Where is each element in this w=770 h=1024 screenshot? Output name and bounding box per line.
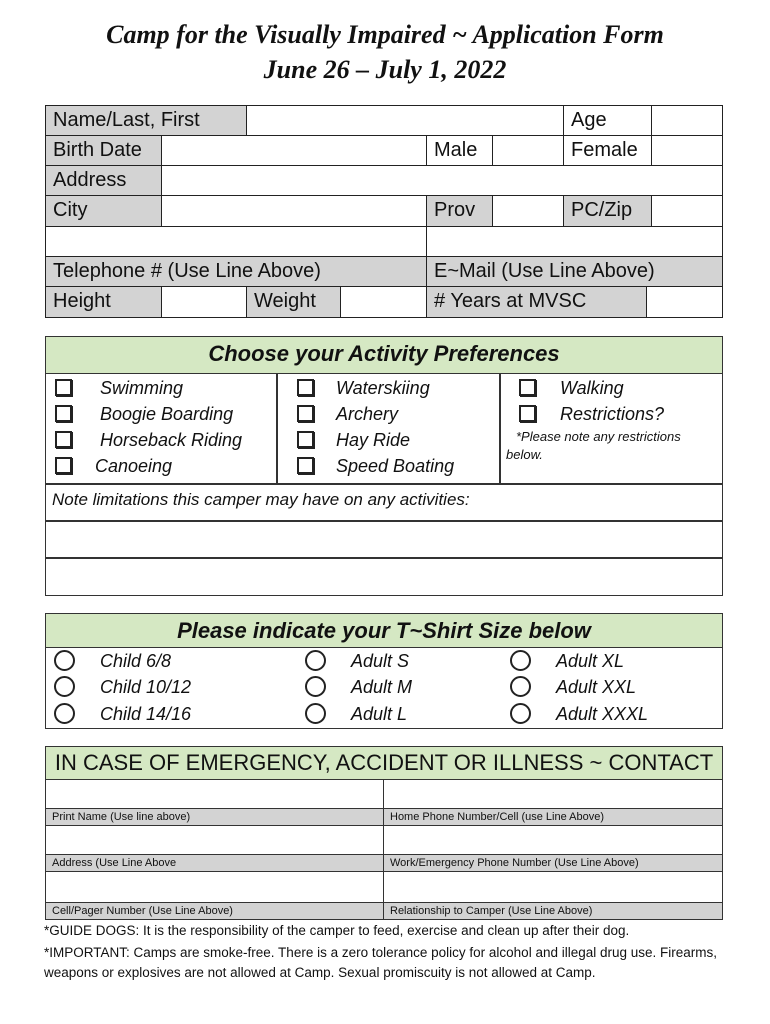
archery-checkbox[interactable] [297,405,314,422]
adult-xl-label: Adult XL [556,651,625,671]
swimming-label: Swimming [100,378,184,398]
child-10-12-label: Child 10/12 [100,677,192,697]
limitations-label: Note limitations this camper may have on any activities: [52,490,470,509]
city-field[interactable] [161,195,427,227]
height-field[interactable] [161,286,247,318]
limitations-line-2[interactable] [46,559,722,594]
restrictions-checkbox[interactable] [519,405,536,422]
limitations-line-1[interactable] [46,522,722,556]
adult-l-label: Adult L [351,704,408,724]
walking-checkbox[interactable] [519,379,536,396]
cell-pager-label: Cell/Pager Number (Use Line Above) [45,902,384,920]
boogie-boarding-label: Boogie Boarding [100,404,234,424]
birth-date-label: Birth Date [45,135,162,166]
restrictions-label: Restrictions? [560,404,665,424]
divider [276,373,278,484]
divider [499,373,501,484]
name-label: Name/Last, First [45,105,247,136]
telephone-field[interactable] [45,226,427,257]
cell-pager-field[interactable] [45,871,384,903]
child-6-8-radio[interactable] [54,650,75,671]
city-label: City [45,195,162,227]
boogie-boarding-checkbox[interactable] [55,405,72,422]
walking-label: Walking [560,378,624,398]
adult-xxxl-label: Adult XXXL [556,704,649,724]
height-label: Height [45,286,162,318]
guide-dogs-note: *GUIDE DOGS: It is the responsibility of the camper to feed, exercise and clean up after their dog. [44,923,630,938]
speed-boating-checkbox[interactable] [297,457,314,474]
adult-m-label: Adult M [351,677,413,697]
address-field[interactable] [161,165,723,196]
relationship-field[interactable] [383,871,723,903]
archery-label: Archery [336,404,399,424]
years-field[interactable] [646,286,723,318]
form-dates: June 26 – July 1, 2022 [263,55,507,84]
child-14-16-radio[interactable] [54,703,75,724]
address-contact-label: Address (Use Line Above [45,854,384,872]
pc-zip-label: PC/Zip [563,195,652,227]
adult-s-label: Adult S [351,651,410,671]
pc-zip-field[interactable] [651,195,723,227]
adult-xxl-radio[interactable] [510,676,531,697]
canoeing-checkbox[interactable] [55,457,72,474]
telephone-label: Telephone # (Use Line Above) [45,256,427,287]
prov-field[interactable] [492,195,564,227]
restriction-note: *Please note any restrictions below. [506,429,681,462]
adult-m-radio[interactable] [305,676,326,697]
female-label: Female [563,135,652,166]
tshirt-heading: Please indicate your T~Shirt Size below [45,613,723,648]
form-title: Camp for the Visually Impaired ~ Application Form [106,20,664,49]
waterskiing-label: Waterskiing [336,378,430,398]
swimming-checkbox[interactable] [55,379,72,396]
age-label: Age [563,105,652,136]
child-10-12-radio[interactable] [54,676,75,697]
speed-boating-label: Speed Boating [336,456,455,476]
years-label: # Years at MVSC [426,286,647,318]
emergency-heading: IN CASE OF EMERGENCY, ACCIDENT OR ILLNESS ~ CONTACT [45,746,723,780]
horseback-riding-label: Horseback Riding [100,430,243,450]
child-6-8-label: Child 6/8 [100,651,172,671]
address-label: Address [45,165,162,196]
waterskiing-checkbox[interactable] [297,379,314,396]
divider [45,483,723,485]
home-phone-label: Home Phone Number/Cell (use Line Above) [383,808,723,826]
activity-heading: Choose your Activity Preferences [45,336,723,374]
contact-address-field[interactable] [45,825,384,855]
hay-ride-label: Hay Ride [336,430,411,450]
adult-xxxl-radio[interactable] [510,703,531,724]
prov-label: Prov [426,195,493,227]
male-label: Male [426,135,493,166]
email-label: E~Mail (Use Line Above) [426,256,723,287]
relationship-label: Relationship to Camper (Use Line Above) [383,902,723,920]
horseback-riding-checkbox[interactable] [55,431,72,448]
print-name-label: Print Name (Use line above) [45,808,384,826]
age-field[interactable] [651,105,723,136]
contact-name-field[interactable] [45,779,384,809]
female-field[interactable] [651,135,723,166]
adult-xl-radio[interactable] [510,650,531,671]
hay-ride-checkbox[interactable] [297,431,314,448]
weight-label: Weight [246,286,341,318]
important-note: *IMPORTANT: Camps are smoke-free. There is a zero tolerance policy for alcohol and illegal drug use. Firearms, weapons or explosives are not allowed at Camp. Sexual promiscuity is not allowed at Camp. [44,945,718,980]
adult-xxl-label: Adult XXL [556,677,637,697]
home-phone-field[interactable] [383,779,723,809]
male-field[interactable] [492,135,564,166]
name-field[interactable] [246,105,564,136]
adult-s-radio[interactable] [305,650,326,671]
canoeing-label: Canoeing [95,456,173,476]
birth-date-field[interactable] [161,135,427,166]
email-field[interactable] [426,226,723,257]
work-phone-field[interactable] [383,825,723,855]
child-14-16-label: Child 14/16 [100,704,192,724]
weight-field[interactable] [340,286,427,318]
adult-l-radio[interactable] [305,703,326,724]
work-phone-label: Work/Emergency Phone Number (Use Line Above) [383,854,723,872]
